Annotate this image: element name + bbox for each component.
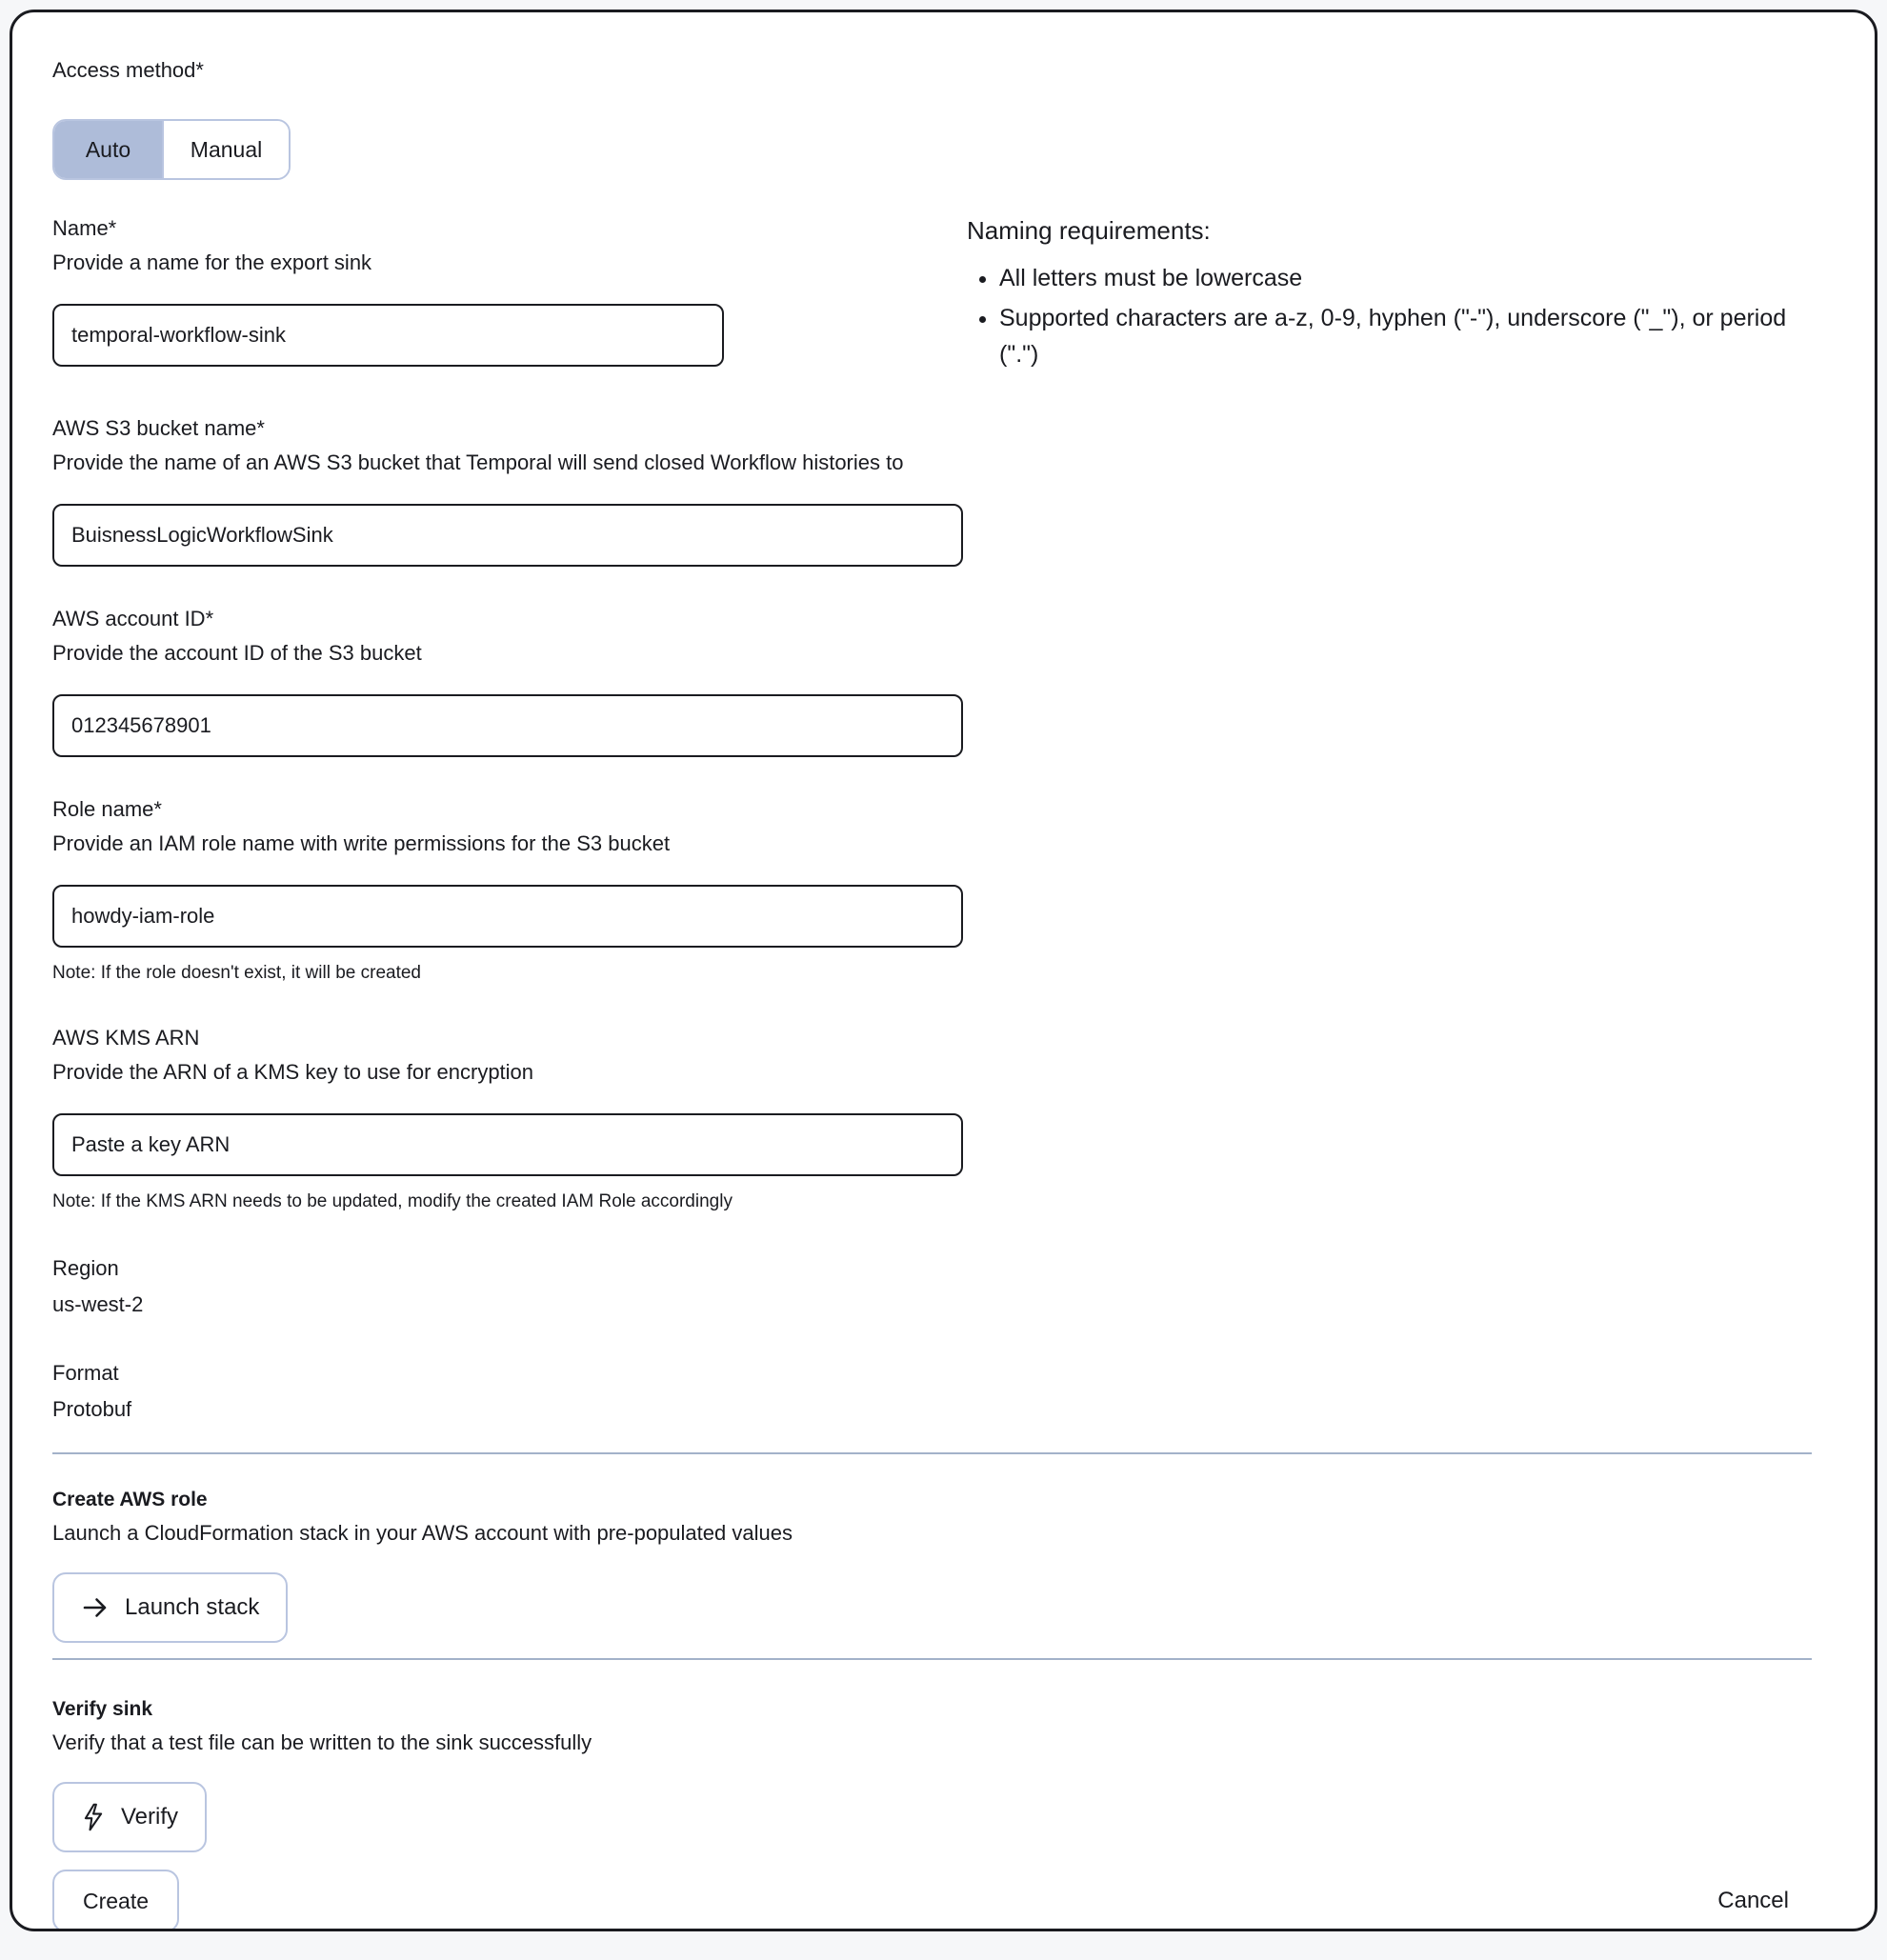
kms-field-group (52, 1024, 1812, 1214)
account-label: AWS account ID* (52, 607, 214, 630)
bucket-input[interactable] (52, 504, 963, 567)
launch-stack-button-label: Launch stack (125, 1594, 260, 1620)
kms-description: Provide the ARN of a KMS key to use for encryption (52, 1060, 534, 1084)
naming-requirement-item: • All letters must be lowercase (999, 260, 1812, 296)
verify-button-label: Verify (121, 1804, 179, 1830)
access-method-toggle (52, 119, 291, 180)
account-input[interactable] (52, 694, 963, 757)
role-field-group (52, 795, 1812, 986)
role-note: Note: If the role doesn't exist, it will be created (52, 963, 421, 983)
kms-input[interactable] (52, 1113, 963, 1176)
naming-requirements-title: Naming requirements: (967, 216, 1211, 245)
create-role-title: Create AWS role (52, 1489, 208, 1510)
access-method-option-manual[interactable]: Manual (162, 121, 289, 178)
create-role-description: Launch a CloudFormation stack in your AWS account with pre-populated values (52, 1521, 793, 1545)
cancel-button[interactable]: Cancel (1717, 1888, 1789, 1913)
region-label: Region (52, 1256, 119, 1280)
bucket-label: AWS S3 bucket name* (52, 416, 265, 440)
export-sink-form-card (10, 10, 1877, 1931)
access-method-option-auto[interactable]: Auto (54, 121, 162, 178)
name-label: Name* (52, 216, 117, 240)
create-button[interactable]: Create (52, 1870, 179, 1931)
verify-sink-section (52, 1696, 1812, 1852)
divider (52, 1452, 1812, 1454)
naming-requirements (967, 214, 1812, 376)
format-field (52, 1359, 1812, 1424)
region-value: us-west-2 (52, 1292, 144, 1316)
format-value: Protobuf (52, 1397, 132, 1421)
verify-sink-title: Verify sink (52, 1698, 153, 1720)
kms-label: AWS KMS ARN (52, 1026, 200, 1050)
region-field (52, 1254, 1812, 1319)
name-field-group (52, 214, 724, 376)
divider (52, 1658, 1812, 1660)
arrow-right-icon (81, 1593, 110, 1622)
kms-note: Note: If the KMS ARN needs to be updated, modify the created IAM Role accordingly (52, 1191, 733, 1211)
role-description: Provide an IAM role name with write permissions for the S3 bucket (52, 831, 671, 855)
format-label: Format (52, 1361, 119, 1385)
form-footer (52, 1870, 1812, 1931)
name-input[interactable] (52, 304, 724, 367)
name-description: Provide a name for the export sink (52, 250, 372, 274)
verify-button[interactable] (52, 1782, 207, 1852)
verify-sink-description: Verify that a test file can be written to the sink successfully (52, 1730, 592, 1754)
role-label: Role name* (52, 797, 162, 821)
create-role-section (52, 1487, 1812, 1643)
bucket-description: Provide the name of an AWS S3 bucket that Temporal will send closed Workflow histories to (52, 450, 904, 474)
access-method-label: Access method* (52, 58, 204, 82)
lightning-bolt-icon (81, 1803, 106, 1831)
account-field-group (52, 605, 1812, 757)
bucket-field-group (52, 414, 1812, 567)
naming-requirement-item: • Supported characters are a-z, 0-9, hyphen ("-"), underscore ("_"), or period (".") (999, 300, 1812, 372)
name-and-requirements-row (52, 214, 1812, 376)
role-input[interactable] (52, 885, 963, 948)
launch-stack-button[interactable] (52, 1572, 288, 1643)
account-description: Provide the account ID of the S3 bucket (52, 641, 422, 665)
naming-requirements-list (967, 260, 1812, 372)
